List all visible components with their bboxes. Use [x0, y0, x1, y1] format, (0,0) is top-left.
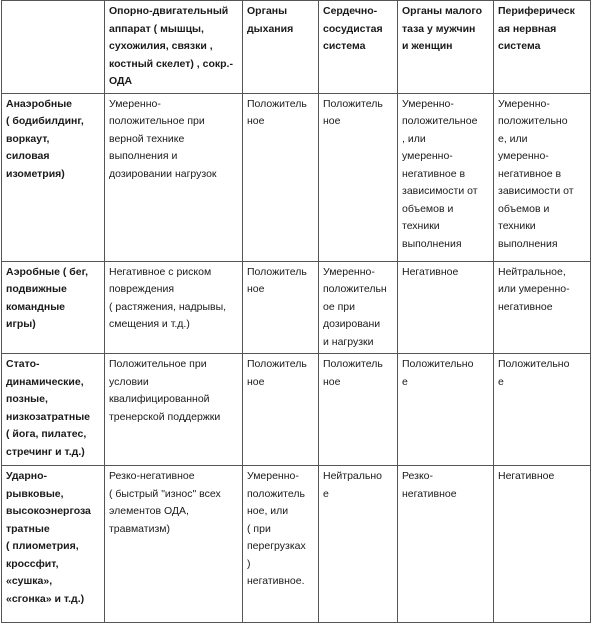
- table-cell: Положитель ное: [319, 93, 398, 261]
- table-cell: Положитель ное: [243, 261, 319, 354]
- header-oda: Опорно-двигательный аппарат ( мышцы, сухожилия, связки , костный скелет) , сокр.- ОДА: [105, 1, 243, 94]
- table-row-impact: [2, 466, 591, 623]
- table-row-aerobic: [2, 261, 591, 354]
- table-cell: Умеренно- положитель ное, или ( при перегрузках ) негативное.: [243, 466, 319, 623]
- header-pelvic-organs: Органы малого таза у мужчин и женщин: [398, 1, 494, 94]
- header-cardiovascular: Сердечно- сосудистая система: [319, 1, 398, 94]
- table-cell: Резко-негативное ( быстрый "износ" всех элементов ОДА, травматизм): [105, 466, 243, 623]
- table-cell: Положительно е: [494, 354, 591, 466]
- table-cell: Умеренно- положительное при верной технике выполнения и дозировании нагрузок: [105, 93, 243, 261]
- row-label-aerobic: Аэробные ( бег, подвижные командные игры): [2, 261, 105, 354]
- table-cell: Положительное при условии квалифицированной тренерской поддержки: [105, 354, 243, 466]
- table-cell: Положительно е: [398, 354, 494, 466]
- table-cell: Умеренно- положительн ое при дозировани и нагрузки: [319, 261, 398, 354]
- table-row-anaerobic: [2, 93, 591, 261]
- table-cell: Резко- негативное: [398, 466, 494, 623]
- row-label-impact: Ударно- рывковые, высокоэнергоза тратные ( плиометрия, кроссфит, «сушка», «сгонка» и т.д.): [2, 466, 105, 623]
- table-cell: Положитель ное: [319, 354, 398, 466]
- header-row: [2, 1, 591, 94]
- comparison-table: [1, 0, 591, 623]
- table-cell: Нейтрально е: [319, 466, 398, 623]
- table-cell: Умеренно- положительное , или умеренно- негативное в зависимости от объемов и техники выполнения: [398, 93, 494, 261]
- header-respiratory: Органы дыхания: [243, 1, 319, 94]
- table-cell: Нейтральное, или умеренно- негативное: [494, 261, 591, 354]
- row-label-anaerobic: Анаэробные ( бодибилдинг, воркаут, силовая изометрия): [2, 93, 105, 261]
- table-cell: Негативное с риском повреждения ( растяжения, надрывы, смещения и т.д.): [105, 261, 243, 354]
- header-peripheral-nervous: Периферическ ая нервная система: [494, 1, 591, 94]
- row-label-static-dynamic: Стато- динамические, позные, низкозатратные ( йога, пилатес, стречинг и т.д.): [2, 354, 105, 466]
- table-cell: Положитель ное: [243, 93, 319, 261]
- table-cell: Положитель ное: [243, 354, 319, 466]
- table-row-static-dynamic: [2, 354, 591, 466]
- table-cell: Умеренно- положительно е, или умеренно- негативное в зависимости от объемов и техники выполнения: [494, 93, 591, 261]
- table-cell: Негативное: [494, 466, 591, 623]
- header-corner-cell: [2, 1, 105, 94]
- table-cell: Негативное: [398, 261, 494, 354]
